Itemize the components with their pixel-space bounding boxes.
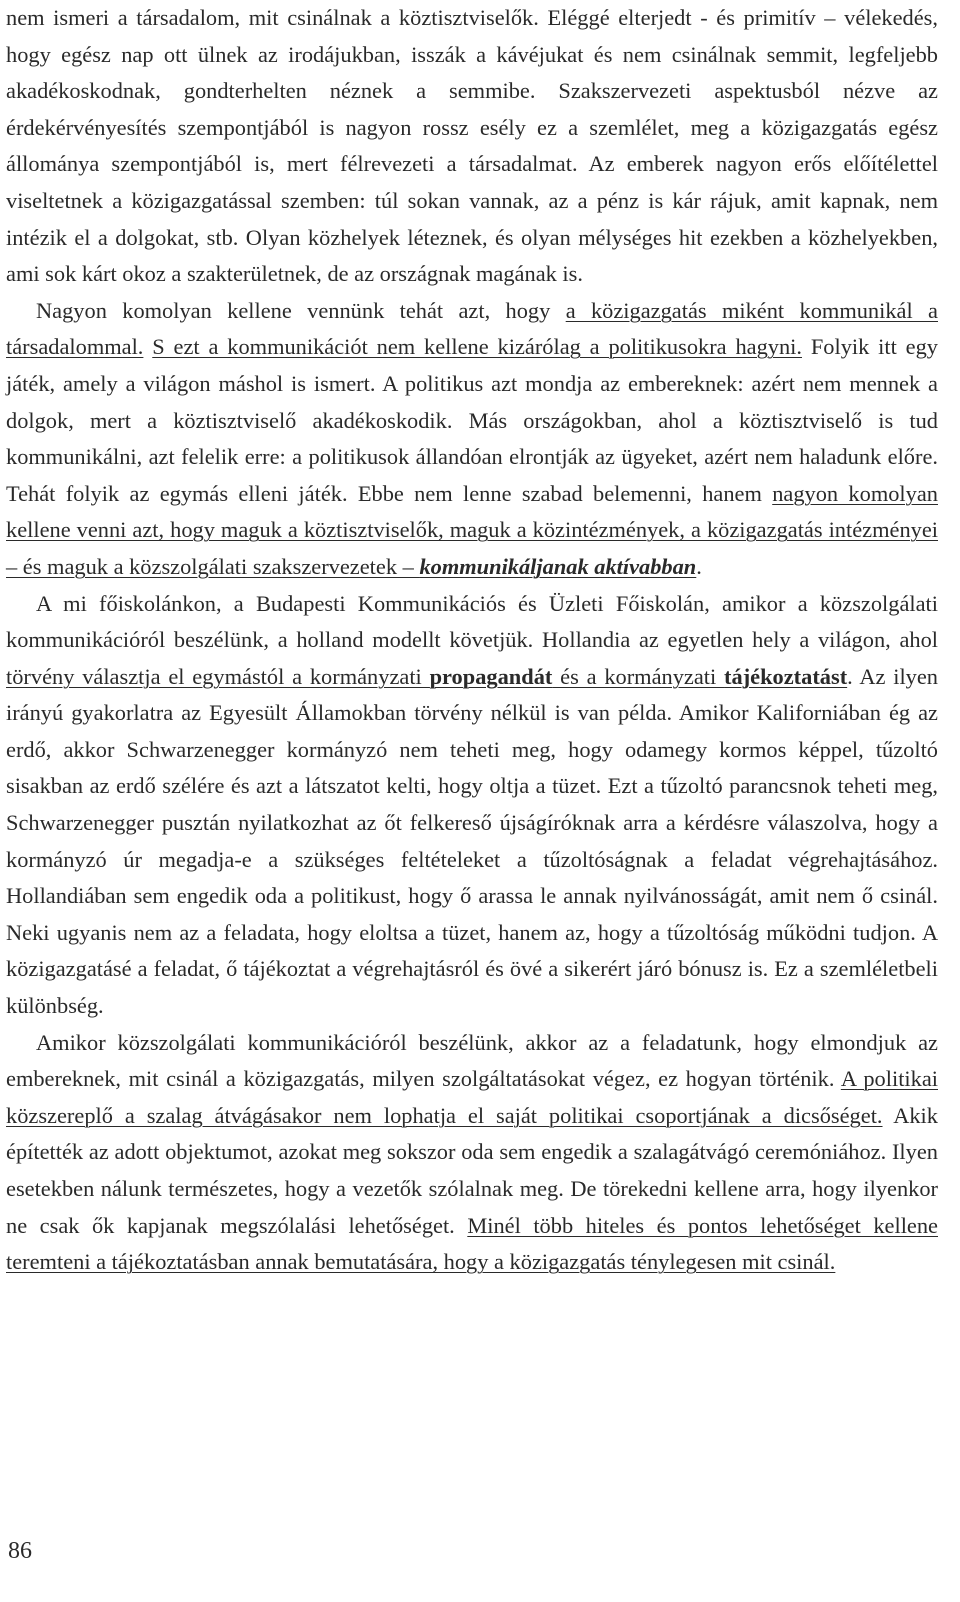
body-text — [6, 0, 938, 1281]
emphasized-text: és a kormányzati — [552, 663, 725, 689]
emphasized-text: a közigazgatás miként kommunikál a társadalommal. — [6, 297, 938, 360]
text-run: . — [696, 553, 702, 579]
paragraph — [6, 0, 938, 293]
text-run: Amikor közszolgálati kommunikációról beszélünk, akkor az a feladatunk, hogy elmondjuk az embereknek, mit csinál a közigazgatás, milyen szolgáltatásokat végez, ez hogyan történik. — [6, 1029, 938, 1092]
emphasized-text: propagandát — [429, 663, 553, 689]
emphasized-text: törvény választja el egymástól a kormányzati — [6, 663, 430, 689]
text-run — [143, 334, 152, 359]
paragraph — [6, 586, 938, 1025]
emphasized-text: tájékoztatást — [724, 663, 848, 689]
emphasized-text: A politikai közszereplő a szalag átvágásakor nem lophatja el saját politikai csoportjának a dicsőséget. — [6, 1066, 938, 1128]
text-run: Akik építették az adott objektumot, azokat meg sokszor oda sem engedik a szalagátvágó ceremóniához. Ilyen esetekben nálunk természetes, hogy a vezetők szólalnak meg. De törekedni kellene arra, hogy ilyenkor ne csak ők kapjanak megszólalási lehetőséget. — [6, 1102, 938, 1238]
emphasized-text: kommunikáljanak aktívabban — [419, 553, 697, 579]
paragraph — [6, 293, 938, 586]
emphasized-text: nagyon komolyan kellene venni azt, hogy maguk a köztisztviselők, maguk a közintézmények, a közigazgatás intézményei – és maguk a közszolgálati szakszervezetek – — [6, 480, 938, 579]
text-run: . Az ilyen irányú gyakorlatra az Egyesült Államokban törvény nélkül is van példa. Amikor Kaliforniában ég az erdő, akkor Schwarzenegger kormányzó nem teheti meg, hogy odamegy kormos képpel, tűzoltó sisakban az erdő szélére és azt a látszatot kelti, hogy oltja a tüzet. Ezt a tűzoltó parancsnok teheti meg, Schwarzenegger pusztán nyilatkozhat az őt felkereső újságíróknak arra a kérdésre válaszolva, hogy a kormányzó úr megadja-e a szükséges feltételeket a tűzoltóságnak a feladat végrehajtásához. Hollandiában sem engedik oda a politikust, hogy ő arassa le annak nyilvánosságát, amit nem ő csinál. Neki ugyanis nem az a feladata, hogy eloltsa a tüzet, hanem az, hogy a tűzoltóság működni tudjon. A közigazgatásé a feladat, ő tájékoztat a végrehajtásról és övé a sikerért járó bónusz is. Ez a szemléletbeli különbség. — [6, 663, 938, 1019]
emphasized-text: Minél több hiteles és pontos lehetőséget kellene teremteni a tájékoztatásban annak bemutatására, hogy a közigazgatás ténylegesen mit csinál. — [6, 1212, 938, 1275]
text-run: Folyik itt egy játék, amely a világon máshol is ismert. A politikus azt mondja az embereknek: azért nem mennek a dolgok, mert a köztisztviselő akadékoskodik. Más országokban, ahol a köztisztviselő is tud kommunikálni, azt felelik erre: a politikusok állandóan elrontják az ügyeket, azért nem haladunk előre. Tehát folyik az egymás elleni játék. Ebbe nem lenne szabad belemenni, hanem — [6, 334, 938, 506]
page-number: 86 — [8, 1538, 32, 1564]
paragraph — [6, 1025, 938, 1281]
text-run: A mi főiskolánkon, a Budapesti Kommunikációs és Üzleti Főiskolán, amikor a közszolgálati kommunikációról beszélünk, a holland modellt követjük. Hollandia az egyetlen hely a világon, ahol — [6, 590, 938, 653]
emphasized-text: S ezt a kommunikációt nem kellene kizárólag a politikusokra hagyni. — [152, 334, 802, 360]
text-run: Nagyon komolyan kellene vennünk tehát azt, hogy — [36, 297, 566, 323]
text-run: nem ismeri a társadalom, mit csinálnak a köztisztviselők. Eléggé elterjedt - és primitív – vélekedés, hogy egész nap ott ülnek az irodájukban, isszák a kávéjukat és nem csinálnak semmit, legfeljebb akadékoskodnak, gondterhelten néznek a semmibe. Szakszervezeti aspektusból nézve az érdekérvényesítés szempontjából is nagyon rossz esély ez a szemlélet, meg a közigazgatás egész állománya szempontjából is, mert félrevezeti a társadalmat. Az emberek nagyon erős előítélettel viseltetnek a közigazgatással szemben: túl sokan vannak, az a pénz is kár rájuk, amit kapnak, nem intézik el a dolgokat, stb. Olyan közhelyek léteznek, és olyan mélységes hit ezekben a közhelyekben, ami sok kárt okoz a szakterületnek, de az országnak magának is. — [6, 5, 938, 287]
